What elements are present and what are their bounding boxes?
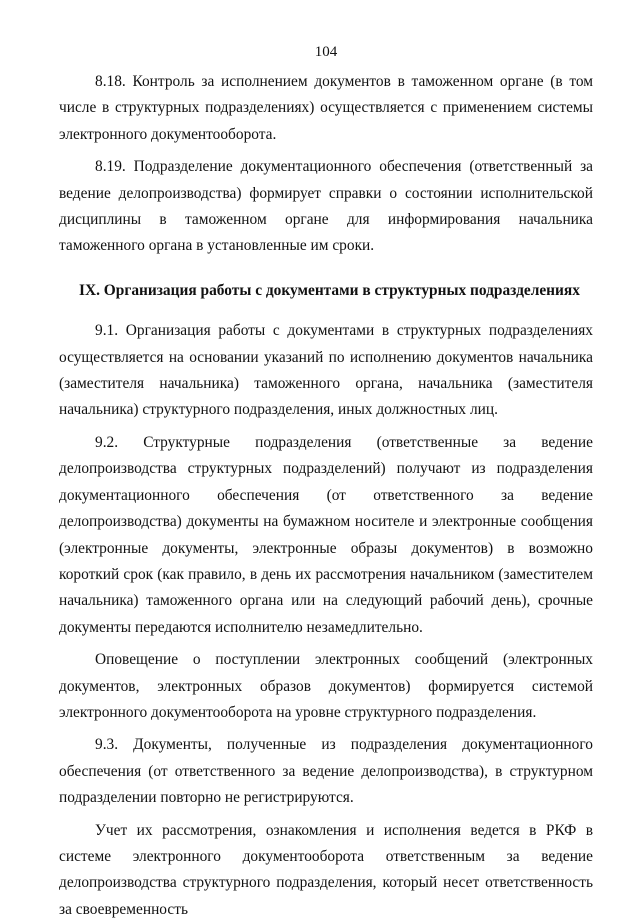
paragraph-9-2: 9.2. Структурные подразделения (ответственные за ведение делопроизводства структурных подразделений) получают из подразделения документационного обеспечения (от ответственного за ведение делопроизводства) документы на бумажном носителе и электронные сообщения (электронные документы, электронные образы документов) в возможно короткий срок (как правило, в день их рассмотрения начальником (заместителем начальника) таможенного органа или на следующий рабочий день), срочные документы передаются исполнителю незамедлительно. [59, 433, 593, 636]
paragraph-accounting: Учет их рассмотрения, ознакомления и исполнения ведется в РКФ в системе электронного документооборота ответственным за ведение делопроизводства структурного подразделения, который несет ответственность за своевременность [59, 821, 593, 918]
paragraph-8-18: 8.18. Контроль за исполнением документов в таможенном органе (в том числе в структурных подразделениях) осуществляется с применением системы электронного документооборота. [59, 73, 593, 143]
document-body [59, 69, 593, 923]
paragraph-9-3: 9.3. Документы, полученные из подразделения документационного обеспечения (от ответственного за ведение делопроизводства), в структурном подразделении повторно не регистрируются. [59, 736, 593, 807]
paragraph-notification: Оповещение о поступлении электронных сообщений (электронных документов, электронных образов документов) формируется системой электронного документооборота на уровне структурного подразделения. [59, 651, 593, 721]
paragraph-9-1: 9.1. Организация работы с документами в структурных подразделениях осуществляется на основании указаний по исполнению документов начальника (заместителя начальника) таможенного органа, начальника (заместителя начальника) структурного подразделения, иных должностных лиц. [59, 322, 593, 419]
section-heading: IX. Организация работы с документами в структурных подразделениях [79, 281, 580, 299]
page-number: 104 [314, 44, 338, 60]
paragraph-8-19: 8.19. Подразделение документационного обеспечения (ответственный за ведение делопроизводства) формирует справки о состоянии исполнительской дисциплины в таможенном органе для информирования начальника таможенного органа в установленные им сроки. [59, 158, 593, 255]
